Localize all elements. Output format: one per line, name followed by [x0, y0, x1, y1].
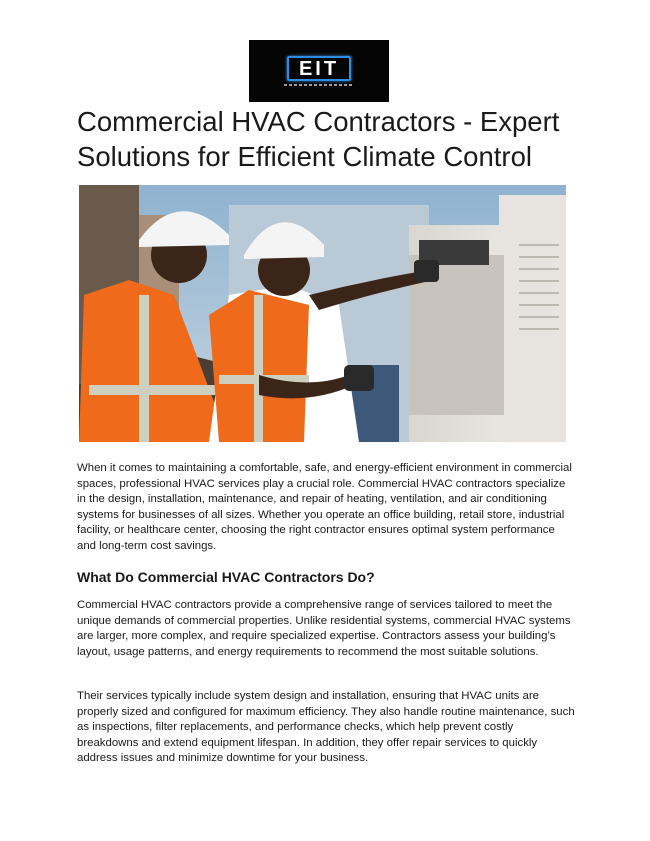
intro-paragraph: When it comes to maintaining a comfortable, safe, and energy-efficient environment in commercial spaces, professional HVAC services play a crucial role. Commercial HVAC contractors specialize in the design, installation, maintenance, and repair of heating, ventilation, and air conditioning systems for businesses of all sizes. Whether you operate an office building, retail store, industrial facility, or healthcare center, choosing the right contractor ensures optimal system performance and long-term cost savings.	[77, 462, 572, 552]
page-title: Commercial HVAC Contractors - Expert Solutions for Efficient Climate Control	[77, 106, 560, 172]
logo-text: EIT	[287, 56, 351, 81]
company-logo	[249, 40, 389, 102]
hero-image	[79, 185, 566, 442]
logo-tagline-graphic	[284, 84, 354, 86]
section-paragraph-2: Their services typically include system design and installation, ensuring that HVAC units are properly sized and configured for maximum efficiency. They also handle routine maintenance, such as inspections, filter replacements, and performance checks, which help prevent costly breakdowns and extend equipment lifespan. In addition, they offer repair services to quickly address issues and minimize downtime for your business.	[77, 690, 575, 765]
section-paragraph-1: Commercial HVAC contractors provide a comprehensive range of services tailored to meet the unique demands of commercial properties. Unlike residential systems, commercial HVAC systems are larger, more complex, and require specialized expertise. Contractors assess your building’s layout, usage patterns, and energy requirements to recommend the most suitable solutions.	[77, 599, 571, 658]
section-heading: What Do Commercial HVAC Contractors Do?	[77, 569, 375, 585]
hvac-technicians-photo	[79, 185, 566, 442]
